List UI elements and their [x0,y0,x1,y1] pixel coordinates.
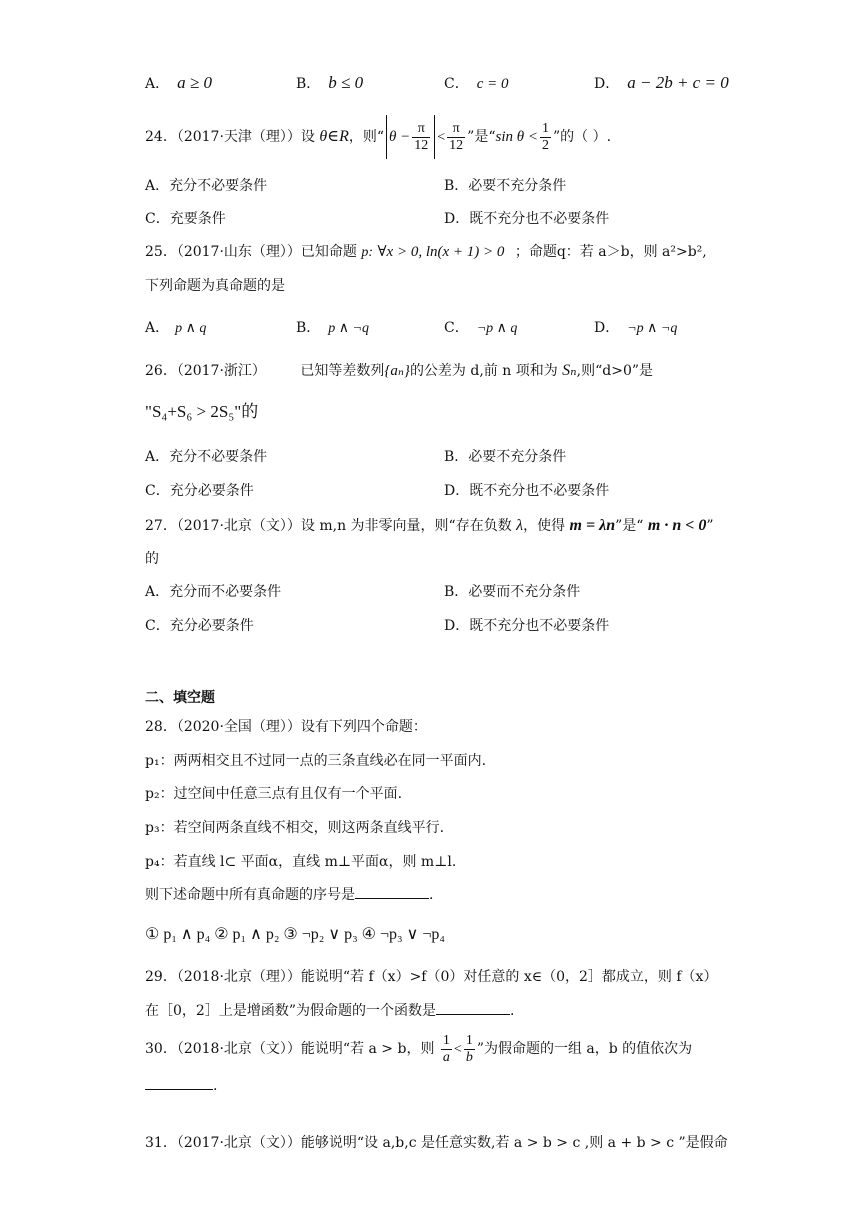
q30-stem: 30．（2018·北京（文））能说明“若 a > b，则 $\frac{1}{a}$ < $\frac{1}{b}$ ”为假命题的一组 a，b 的值依次为 [145,1033,693,1065]
q28-choices: ① p₁ ∧ p₄ ② p₁ ∧ p₂ ③ ¬p₂ ∨ p₃ ④ ¬p₃ ∨ ¬p₄ [145,926,445,943]
q28-question: 则下述命题中所有真命题的序号是 . [145,887,434,903]
q28-proposition-p3: p₃：若空间两条直线不相交，则这两条直线平行. [145,820,445,836]
q23-option-b: B． b ≤ 0 [296,73,364,92]
q25-option-c: C． ¬p ∧ q [444,320,518,336]
q27-option-a: A．充分而不必要条件 [145,584,282,600]
q26-option-d: D．既不充分也不必要条件 [444,483,610,499]
q30-one-over-b: $\frac{1}{b}$ [465,1033,473,1065]
q27-option-b: B．必要而不充分条件 [444,584,581,600]
q30-answer-blank [145,1089,213,1090]
q28-stem: 28．（2020·全国（理））设有下列四个命题： [145,719,427,735]
section-heading-fill-in: 二、填空题 [145,690,215,706]
q27-option-c: C．充分必要条件 [145,618,254,634]
q28-proposition-p4: p₄：若直线 l⊂ 平面α，直线 m⊥平面α，则 m⊥l. [145,854,457,870]
q24-option-a: A．充分不必要条件 [145,178,268,194]
q25-option-a: A． p ∧ q [145,320,207,336]
q23-option-a: A． a ≥ 0 [145,73,212,92]
q24-stem: 24．（2017·天津（理））设 θ∈R，则“ θ − $\frac{\pi}{12}$ < $\frac{\pi}{12}$ ”是“sin θ < $\frac{1}{2}$ ”的（ ）. [145,112,611,162]
q24-pi-over-12-rhs: $\frac{\pi}{12}$ [449,121,464,153]
q26-option-a: A．充分不必要条件 [145,449,268,465]
q25-option-d: D． ¬p ∧ ¬q [594,320,678,336]
q29-answer-blank [436,1014,510,1015]
q27-stem-line2: 的 [145,551,159,567]
q26-stem: 26．（2017·浙江） 已知等差数列{aₙ}的公差为 d,前 n 项和为 Sₙ,则“d>0”是 [145,362,654,379]
q23-option-c: C． c = 0 [444,76,509,92]
q27-stem: 27．（2017·北京（文））设 m,n 为非零向量，则“存在负数 λ，使得 m = λn”是“ m · n < 0” [145,517,714,534]
q24-one-half: $\frac{1}{2}$ [542,121,549,153]
q23-option-d: D． a − 2b + c = 0 [594,73,729,92]
q24-option-d: D．既不充分也不必要条件 [444,211,610,227]
q25-option-b: B． p ∧ ¬q [296,320,369,336]
q28-answer-blank [355,898,429,899]
q25-stem: 25．（2017·山东（理））已知命题 p: ∀x > 0, ln(x + 1) > 0 ；命题q：若 a＞b，则 a²>b², [145,244,707,260]
q28-proposition-p2: p₂：过空间中任意三点有且仅有一个平面. [145,786,403,802]
q24-option-b: B．必要不充分条件 [444,178,567,194]
q26-condition: "S₄+S₆ > 2S₅"的 [145,402,259,421]
q29-stem-line1: 29．（2018·北京（理））能说明“若 f（x）>f（0）对任意的 x∈（0，2］都成立，则 f（x） [145,969,718,985]
q26-option-c: C．充分必要条件 [145,483,254,499]
q30-answer: . [145,1078,217,1094]
q27-option-d: D．既不充分也不必要条件 [444,618,610,634]
q24-option-c: C．充要条件 [145,211,226,227]
q25-stem-line2: 下列命题为真命题的是 [145,278,285,294]
q29-stem-line2: 在［0，2］上是增函数”为假命题的一个函数是 . [145,1003,515,1019]
q28-proposition-p1: p₁：两两相交且不过同一点的三条直线必在同一平面内. [145,753,487,769]
q26-option-b: B．必要不充分条件 [444,449,567,465]
q24-pi-over-12: $\frac{\pi}{12}$ [414,121,429,153]
q30-one-over-a: $\frac{1}{a}$ [442,1033,450,1065]
q31-stem-line1: 31．（2017·北京（文））能够说明“设 a,b,c 是任意实数,若 a > b > c ,则 a + b > c ”是假命 [145,1135,728,1151]
